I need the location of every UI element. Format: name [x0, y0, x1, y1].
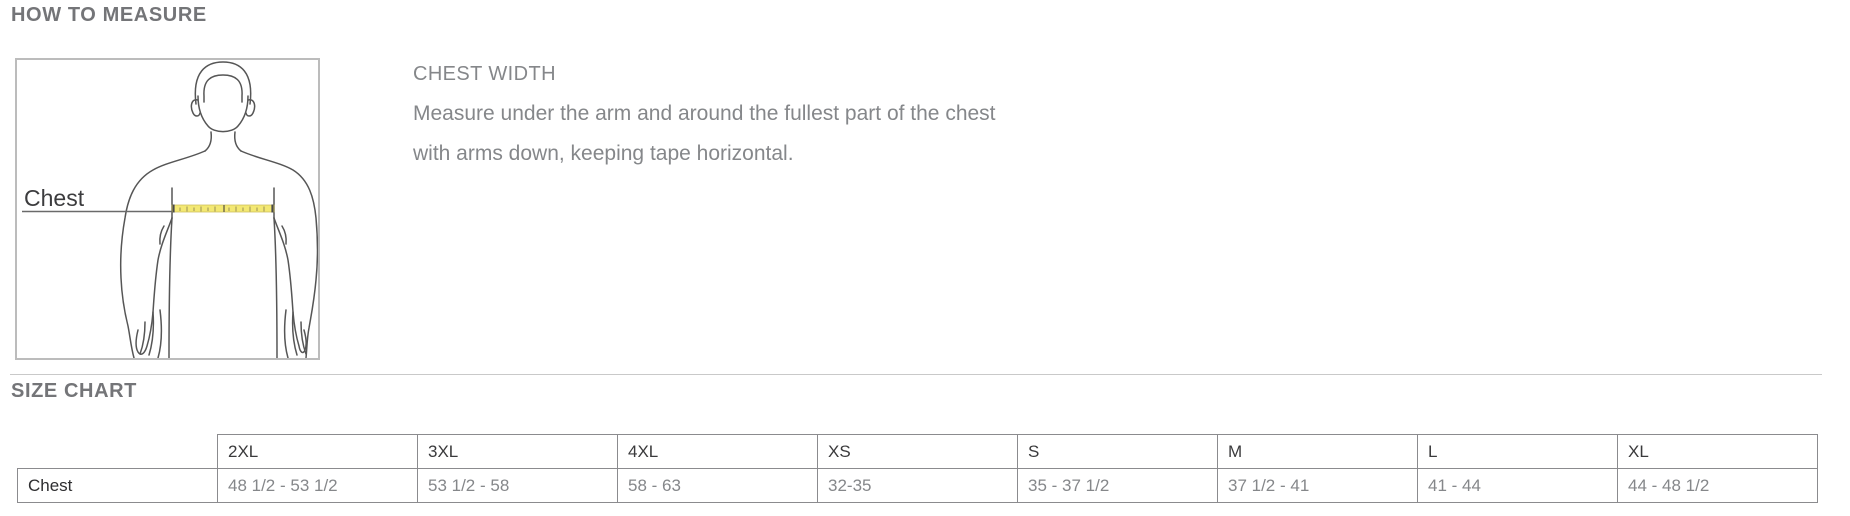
chest-width-heading: CHEST WIDTH: [413, 63, 556, 85]
row-header-chest: Chest: [18, 469, 218, 503]
size-chart-heading: SIZE CHART: [11, 380, 137, 402]
size-chart-table: [17, 434, 1818, 503]
figure-left-torso: [169, 218, 172, 358]
figure-right-arm-outer: [241, 151, 318, 358]
corner-cell: [18, 435, 218, 469]
chest-figure-label: Chest: [24, 185, 85, 211]
column-header-xs: XS: [818, 435, 1018, 469]
figure-neck: [205, 132, 241, 151]
chest-value-xs: 32-35: [818, 469, 1018, 503]
figure-left-arm-outer: [121, 151, 205, 358]
column-header-3xl: 3XL: [418, 435, 618, 469]
column-header-l: L: [1418, 435, 1618, 469]
chest-value-m: 37 1/2 - 41: [1218, 469, 1418, 503]
size-chart-header-row: [18, 435, 1818, 469]
section-divider: [10, 374, 1822, 375]
column-header-2xl: 2XL: [218, 435, 418, 469]
chest-value-s: 35 - 37 1/2: [1018, 469, 1218, 503]
figure-face: [198, 96, 248, 132]
chest-value-xl: 44 - 48 1/2: [1618, 469, 1818, 503]
chest-value-3xl: 53 1/2 - 58: [418, 469, 618, 503]
chest-measurements-row: [18, 469, 1818, 503]
chest-value-2xl: 48 1/2 - 53 1/2: [218, 469, 418, 503]
chest-tape-highlight: [172, 205, 274, 213]
how-to-measure-heading: HOW TO MEASURE: [11, 4, 207, 26]
chest-value-4xl: 58 - 63: [618, 469, 818, 503]
figure-left-arm-inner: [136, 218, 172, 354]
measurement-figure-box: [15, 58, 320, 360]
measure-instructions-line1: Measure under the arm and around the fullest part of the chest: [413, 102, 996, 125]
figure-hairline: [204, 75, 242, 102]
column-header-s: S: [1018, 435, 1218, 469]
chest-value-l: 41 - 44: [1418, 469, 1618, 503]
column-header-xl: XL: [1618, 435, 1818, 469]
figure-right-torso: [274, 218, 277, 358]
column-header-m: M: [1218, 435, 1418, 469]
measure-instructions-line2: with arms down, keeping tape horizontal.: [413, 142, 794, 165]
body-measurement-figure: [17, 60, 318, 358]
column-header-4xl: 4XL: [618, 435, 818, 469]
